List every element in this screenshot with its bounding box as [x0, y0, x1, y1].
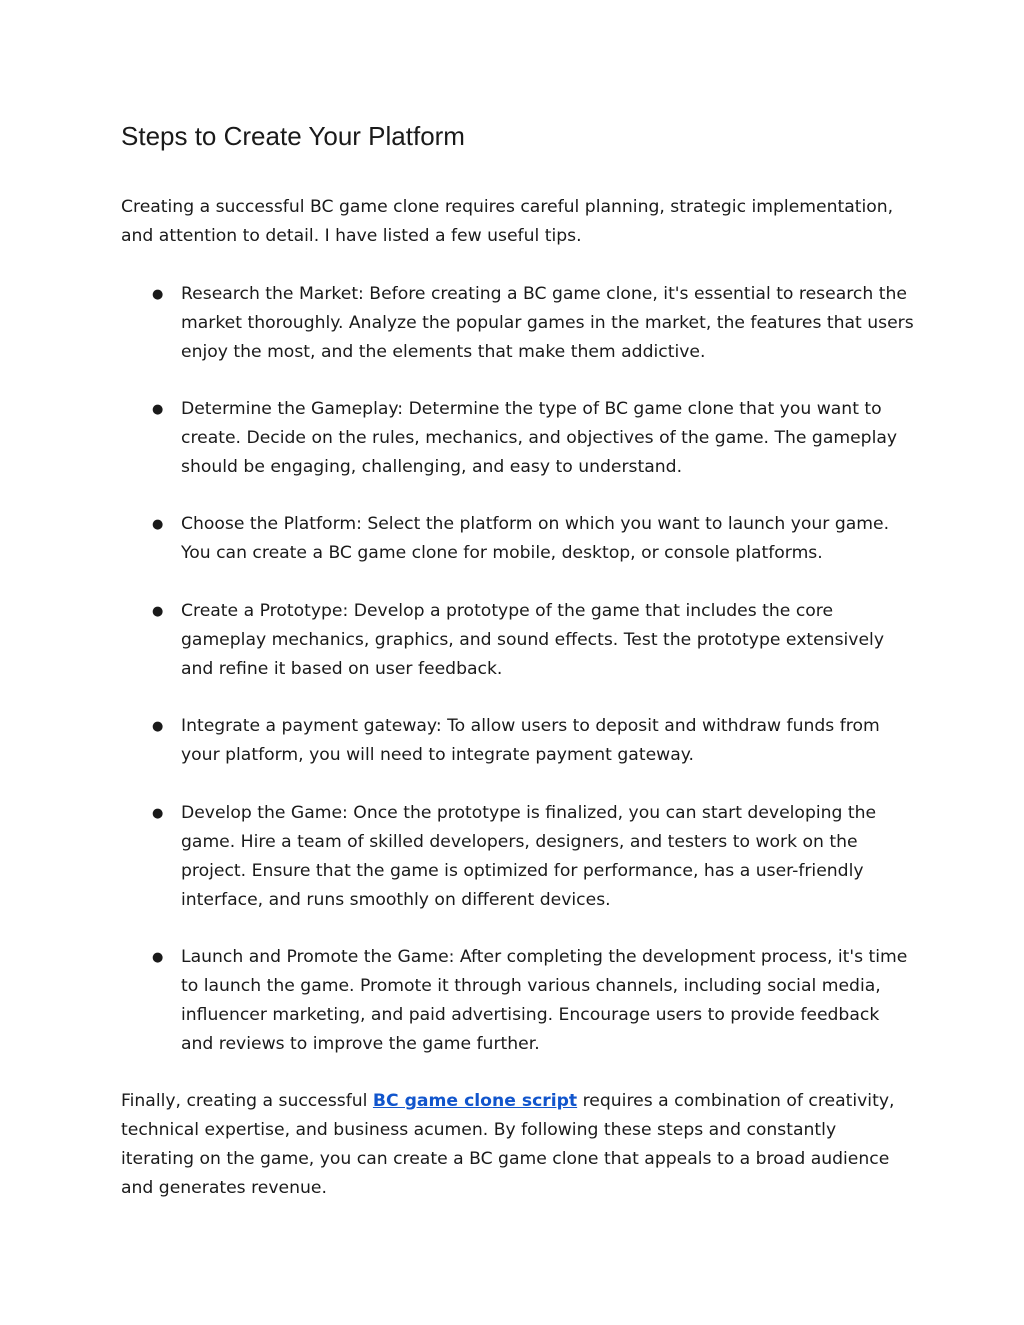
bullet-icon: ●	[152, 287, 164, 302]
bullet-icon: ●	[152, 402, 164, 417]
bullet-icon: ●	[152, 719, 164, 734]
list-item-develop-game	[152, 799, 916, 915]
list-item-determine-gameplay	[152, 395, 916, 482]
list-item-text: Launch and Promote the Game: After completing the development process, it's time to launch the game. Promote it through various channels, including social media, influencer marketing, and paid advertising. Encourage users to provide feedback and reviews to improve the game further.	[181, 947, 908, 1054]
intro-paragraph: Creating a successful BC game clone requires careful planning, strategic implementation, and attention to detail. I have listed a few useful tips.	[121, 197, 894, 246]
list-item-text: Develop the Game: Once the prototype is finalized, you can start developing the game. Hire a team of skilled developers, designers, and testers to work on the project. Ensure that the game is optimized for performance, has a user-friendly interface, and runs smoothly on different devices.	[181, 803, 877, 910]
bullet-icon: ●	[152, 517, 164, 532]
conclusion-text-after: requires a combination of creativity, technical expertise, and business acumen. By following these steps and constantly iterating on the game, you can create a BC game clone that appeals to a broad audience and generates revenue.	[121, 1091, 895, 1198]
bullet-icon: ●	[152, 950, 164, 965]
list-item-choose-platform	[152, 510, 916, 568]
list-item-create-prototype	[152, 597, 916, 684]
list-item-text: Choose the Platform: Select the platform on which you want to launch your game. You can create a BC game clone for mobile, desktop, or console platforms.	[181, 514, 890, 563]
list-item-research-market	[152, 280, 916, 367]
list-item-text: Determine the Gameplay: Determine the type of BC game clone that you want to create. Decide on the rules, mechanics, and objectives of the game. The gameplay should be engaging, challenging, and easy to understand.	[181, 399, 898, 477]
list-item-text: Integrate a payment gateway: To allow users to deposit and withdraw funds from your platform, you will need to integrate payment gateway.	[181, 716, 880, 765]
list-item-payment-gateway	[152, 712, 916, 770]
page-title: Steps to Create Your Platform	[121, 121, 465, 151]
list-item-launch-promote	[152, 943, 916, 1059]
bc-game-clone-script-link[interactable]: BC game clone script	[372, 1091, 578, 1111]
conclusion-text-before: Finally, creating a successful	[121, 1091, 373, 1111]
list-item-text: Create a Prototype: Develop a prototype of the game that includes the core gameplay mechanics, graphics, and sound effects. Test the prototype extensively and refine it based on user feedback.	[181, 601, 884, 679]
conclusion-paragraph	[121, 1087, 911, 1203]
list-item-text: Research the Market: Before creating a BC game clone, it's essential to research the market thoroughly. Analyze the popular games in the market, the features that users enjoy the most, and the elements that make them addictive.	[181, 284, 914, 362]
bullet-icon: ●	[152, 604, 164, 619]
bullet-icon: ●	[152, 806, 164, 821]
